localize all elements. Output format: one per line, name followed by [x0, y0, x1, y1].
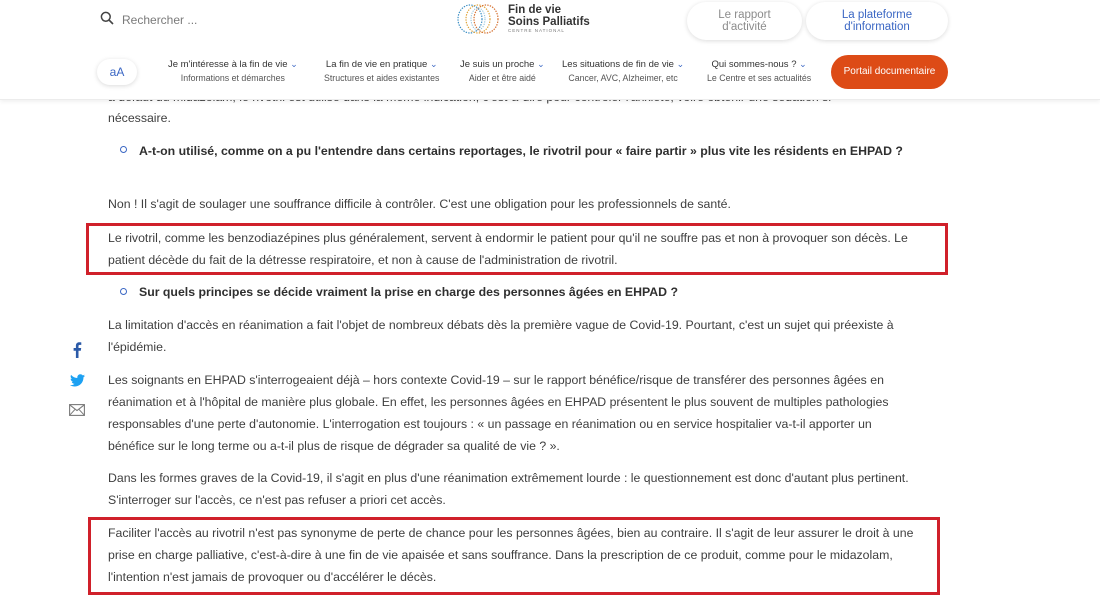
nav-subtitle: Informations et démarches — [180, 73, 285, 83]
mail-icon[interactable] — [68, 401, 86, 419]
logo-line1: Fin de vie — [508, 4, 562, 17]
nav-title: Les situations de fin de vie — [562, 59, 674, 70]
nav-title: Je m'intéresse à la fin de vie — [168, 59, 288, 70]
nav-subtitle: Cancer, AVC, Alzheimer, etc — [568, 73, 678, 83]
paragraph-end: nécessaire. — [108, 111, 171, 125]
question-heading: A-t-on utilisé, comme on a pu l'entendre dans certains reportages, le rivotril pour « faire partir » plus vite les résidents en EHPAD ? — [139, 144, 903, 158]
paragraph: La limitation d'accès en réanimation a fait l'objet de nombreux débats dès la première vague de Covid-19. Pourtant, c'est un sujet qui préexiste à l'épidémie. — [108, 318, 894, 354]
highlighted-paragraph: Le rivotril, comme les benzodiazépines plus généralement, servent à endormir le patient pour qu'il ne souffre pas et non à provoquer son décès. Le patient décède du fait de la détresse respiratoire, et non à cause de l'administration de rivotril. — [108, 231, 908, 267]
search-input[interactable] — [122, 13, 282, 27]
nav-item-qui-sommes-nous[interactable] — [707, 58, 811, 85]
nav-subtitle: Le Centre et ses actualités — [707, 73, 812, 83]
twitter-icon[interactable] — [68, 371, 86, 389]
nav-item-interesse[interactable] — [168, 58, 298, 85]
bullet-icon — [120, 146, 127, 153]
search-icon[interactable] — [100, 11, 114, 30]
logo-mark-icon — [456, 2, 504, 36]
text-size-button[interactable]: aA — [97, 59, 137, 85]
logo-line2: Soins Palliatifs — [508, 16, 590, 29]
chevron-down-icon: ⌄ — [290, 59, 298, 69]
plateforme-label-line1: La plateforme — [841, 9, 913, 21]
paragraph: Non ! Il s'agit de soulager une souffrance difficile à contrôler. C'est une obligation pour les professionnels de santé. — [108, 197, 731, 211]
nav-title: Je suis un proche — [460, 59, 535, 70]
chevron-down-icon: ⌄ — [429, 59, 438, 69]
rapport-label-line2: d'activité — [722, 21, 767, 33]
plateforme-information-button[interactable] — [806, 2, 948, 40]
question-heading: Sur quels principes se décide vraiment la prise en charge des personnes âgées en EHPAD ? — [139, 285, 678, 299]
facebook-icon[interactable] — [68, 341, 86, 359]
chevron-down-icon: ⌄ — [537, 59, 545, 69]
chevron-down-icon: ⌄ — [799, 59, 807, 69]
main-navigation — [0, 54, 1100, 92]
plateforme-label-line2: d'information — [844, 21, 910, 33]
site-header — [0, 0, 1100, 100]
nav-title: Qui sommes-nous ? — [711, 59, 797, 70]
paragraph: Les soignants en EHPAD s'interrogeaient déjà – hors contexte Covid-19 – sur le rapport bénéfice/risque de transférer des personnes âgées en réanimation et à l'hôpital de manière plus globale. En effet, les personnes âgées en EHPAD présentent le plus souvent de multiples pathologies responsables d'une perte d'autonomie. L'interrogation est toujours : « un passage en réanimation ou en service hospitalier va-t-il apporter un bénéfice sur le long terme ou a-t-il plus de risque de dégrader sa qualité de vie ? ». — [108, 373, 889, 453]
nav-item-pratique[interactable] — [324, 58, 439, 85]
rapport-activite-button[interactable] — [687, 2, 802, 40]
nav-subtitle: Structures et aides existantes — [324, 73, 440, 83]
portail-documentaire-button[interactable]: Portail documentaire — [831, 55, 948, 89]
paragraph: Dans les formes graves de la Covid-19, il s'agit en plus d'une réanimation extrêmement lourde : le questionnement est donc d'autant plus pertinent. S'interroger sur l'accès, ce n'est pas refuser a priori cet accès. — [108, 471, 909, 507]
bullet-icon — [120, 288, 127, 295]
nav-subtitle: Aider et être aidé — [468, 73, 536, 83]
nav-item-situations[interactable] — [562, 58, 684, 85]
chevron-down-icon: ⌄ — [676, 59, 685, 69]
logo-line3: CENTRE NATIONAL — [508, 28, 565, 34]
highlighted-paragraph: Faciliter l'accès au rivotril n'est pas synonyme de perte de chance pour les personnes âgées, bien au contraire. Il s'agit de leur assurer le droit à une prise en charge palliative, c'est-à-dire à une fin de vie apaisée et sans souffrance. Dans la prescription de ce produit, comme pour le midazolam, l'intention n'est jamais de provoquer ou d'accélérer le décès. — [108, 526, 914, 584]
search-bar[interactable] — [100, 10, 282, 30]
nav-item-proche[interactable] — [460, 58, 545, 85]
nav-title: La fin de vie en pratique — [325, 59, 428, 70]
site-logo[interactable] — [456, 2, 590, 36]
rapport-label-line1: Le rapport — [718, 9, 771, 21]
